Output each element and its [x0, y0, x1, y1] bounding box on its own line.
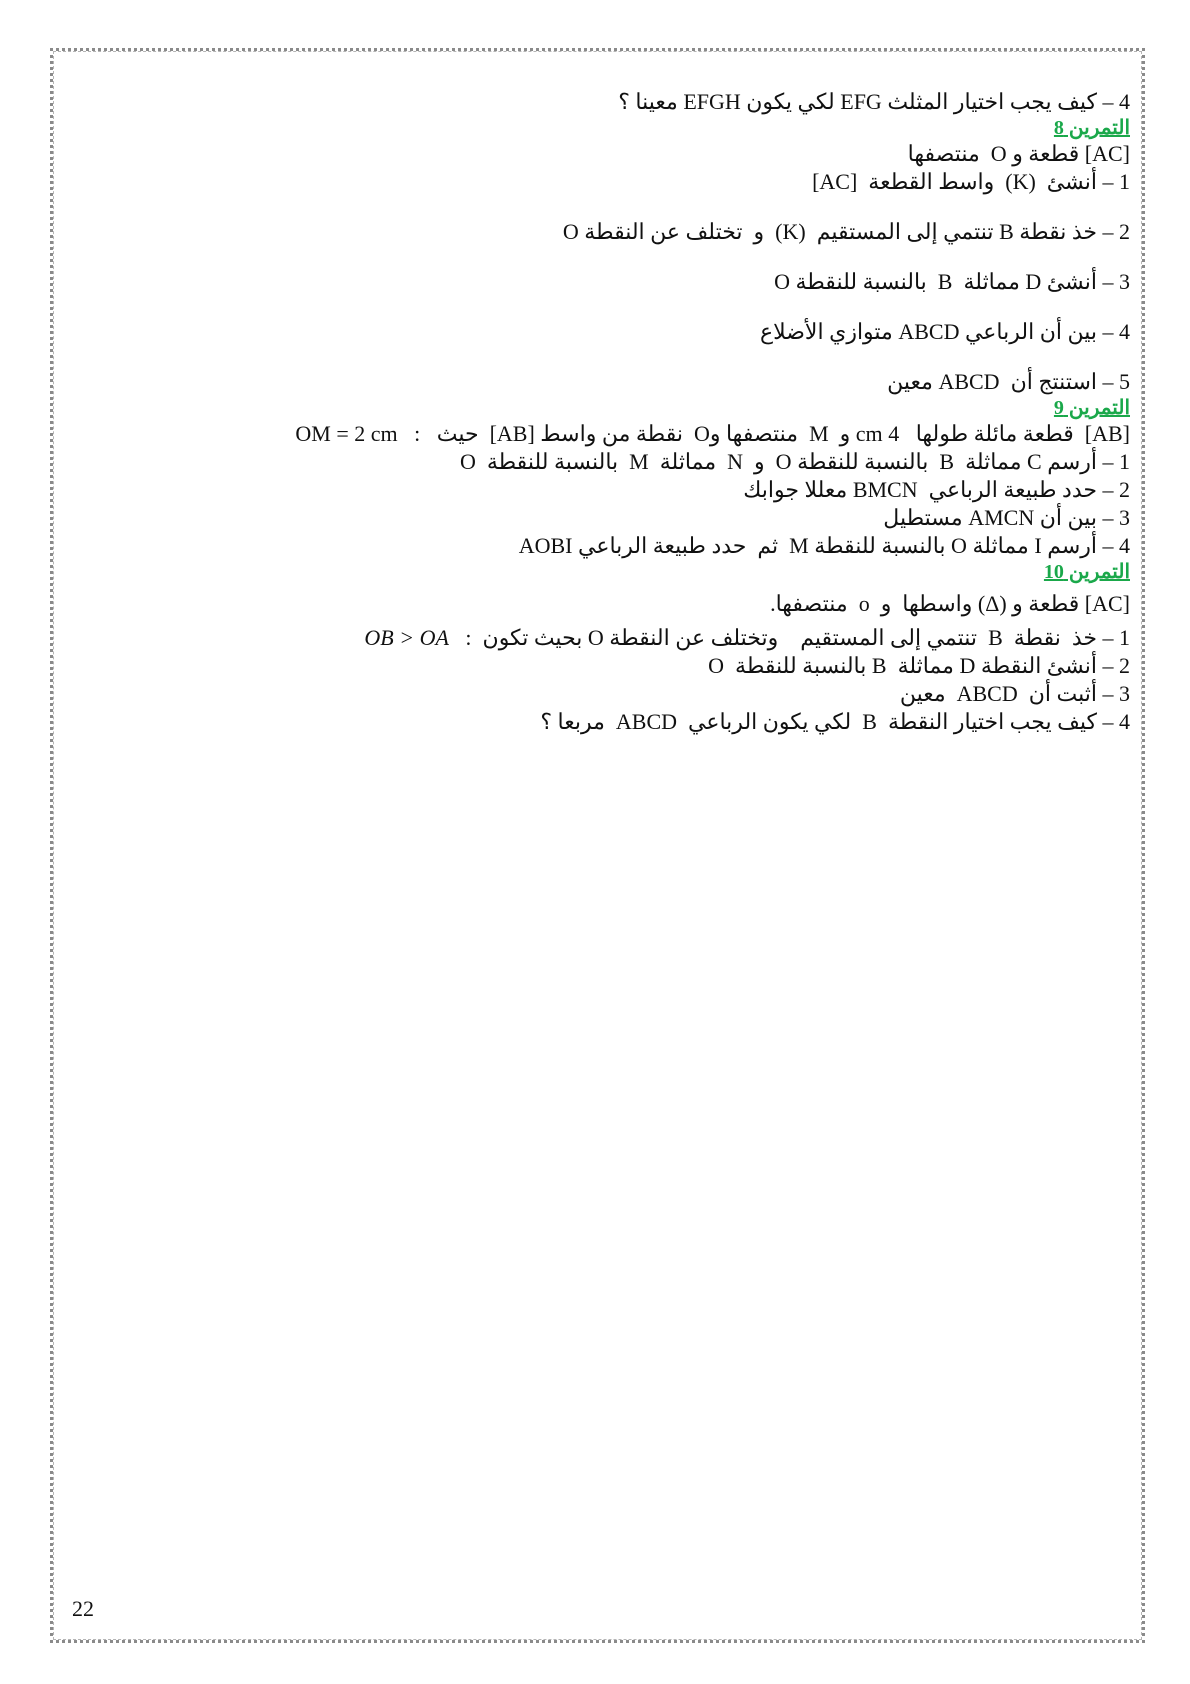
ex8-question-2: 2 – خذ نقطة B تنتمي إلى المستقيم (K) و تختلف عن النقطة O [562, 219, 1130, 244]
exercise-8-heading: التمرين 8 [1053, 117, 1130, 139]
ex9-question-3: 3 – بين أن AMCN مستطيل [883, 505, 1130, 530]
ex10-intro: [AC] قطعة و (Δ) واسطها و o منتصفها. [770, 591, 1130, 616]
ex8-question-3: 3 – أنشئ D مماثلة B بالنسبة للنقطة O [774, 269, 1130, 294]
exercise-9-heading: التمرين 9 [1053, 397, 1130, 419]
ex8-question-4: 4 – بين أن الرباعي ABCD متوازي الأضلاع [760, 319, 1130, 344]
ex10-question-1 [120, 624, 1130, 652]
ex8-intro: [AC] قطعة و O منتصفها [907, 141, 1130, 166]
page-number: 22 [72, 1596, 94, 1621]
ex9-intro: [AB] قطعة مائلة طولها 4 cm و M منتصفها وO نقطة من واسط [AB] حيث : OM = 2 cm [295, 421, 1130, 446]
ex10-question-1-text: 1 – خذ نقطة B تنتمي إلى المستقيم وتختلف عن النقطة O بحيث تكون : [448, 625, 1130, 650]
ex10-question-3: 3 – أثبت أن ABCD معين [899, 681, 1130, 706]
exercise-10-heading: التمرين 10 [1043, 561, 1130, 583]
ex10-question-1-formula: OB > OA [364, 625, 449, 650]
ex9-question-1: 1 – أرسم C مماثلة B بالنسبة للنقطة O و N مماثلة M بالنسبة للنقطة O [459, 449, 1130, 474]
ex10-question-4: 4 – كيف يجب اختيار النقطة B لكي يكون الرباعي ABCD مربعا ؟ [540, 709, 1130, 734]
worksheet-content [120, 88, 1130, 736]
ex7-question-4: 4 – كيف يجب اختيار المثلث EFG لكي يكون EFGH معينا ؟ [618, 89, 1130, 114]
ex8-question-5: 5 – استنتج أن ABCD معين [887, 369, 1130, 394]
ex9-question-2: 2 – حدد طبيعة الرباعي BMCN معللا جوابك [743, 477, 1130, 502]
ex9-question-4: 4 – أرسم I مماثلة O بالنسبة للنقطة M ثم حدد طبيعة الرباعي AOBI [518, 533, 1130, 558]
ex8-question-1: 1 – أنشئ (K) واسط القطعة [AC] [812, 169, 1130, 194]
ex10-question-2: 2 – أنشئ النقطة D مماثلة B بالنسبة للنقطة O [708, 653, 1130, 678]
